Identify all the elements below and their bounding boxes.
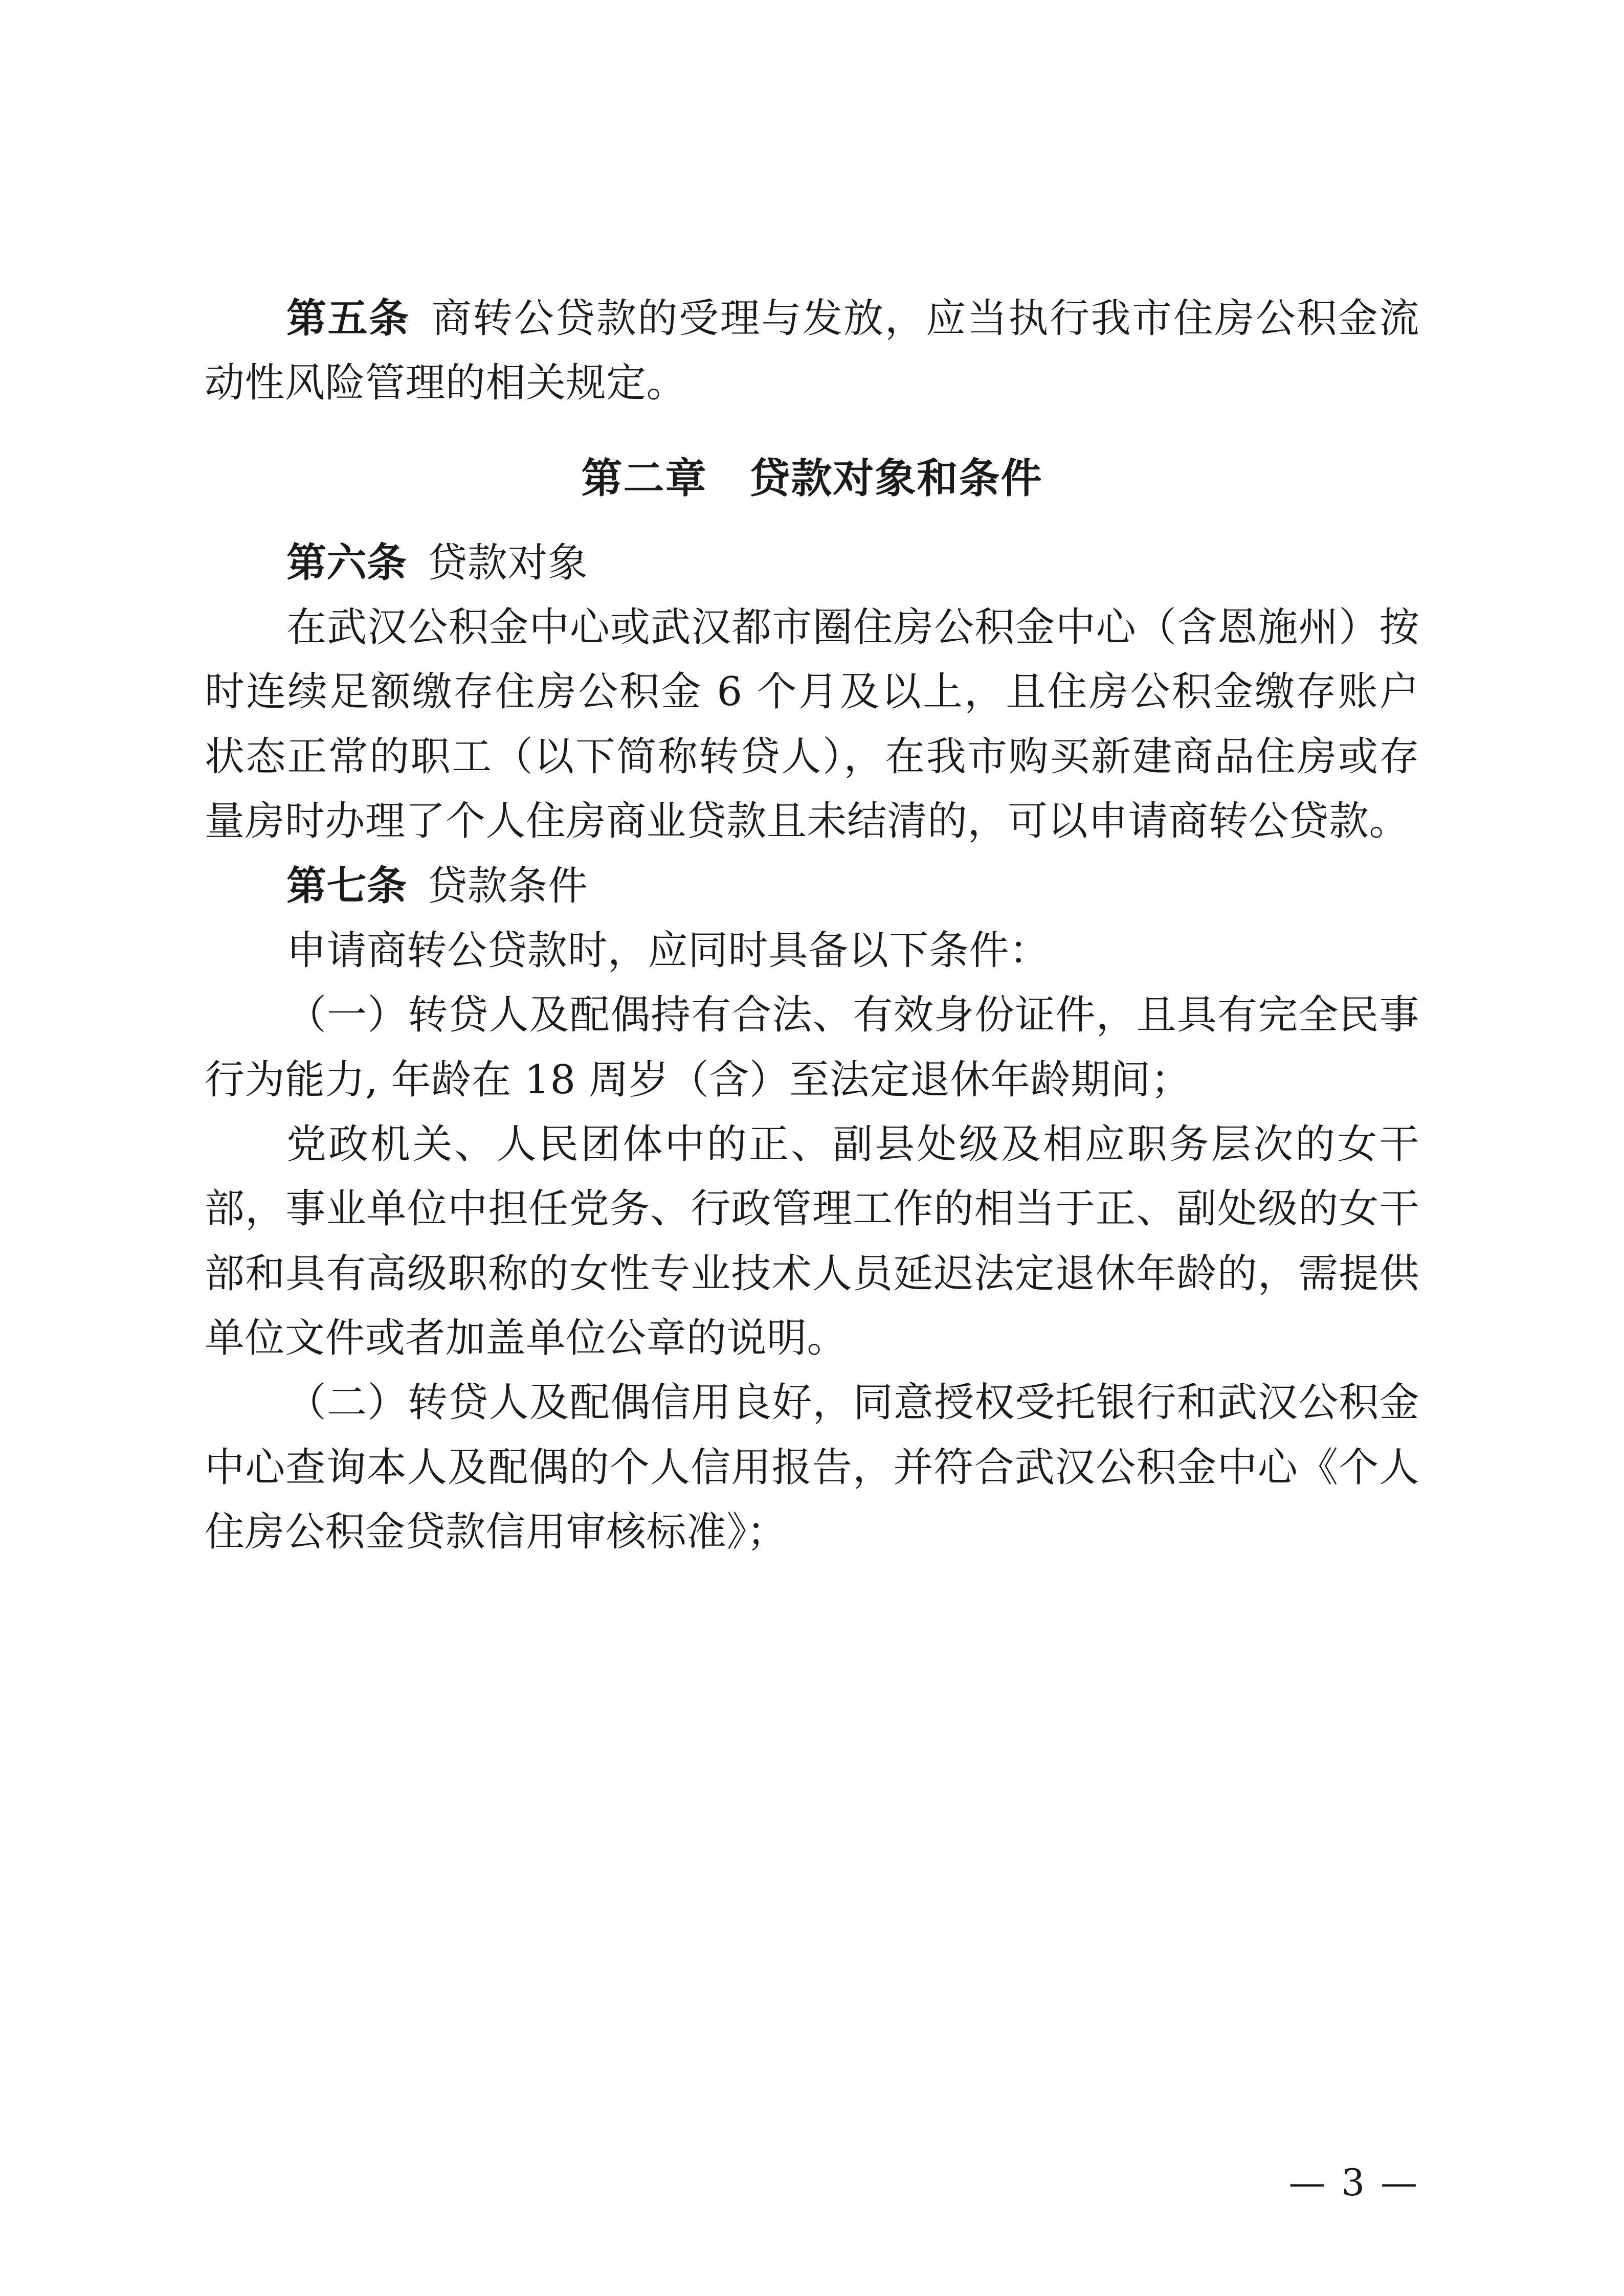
article-5-paragraph — [205, 286, 1419, 416]
chapter-2-title: 第二章 贷款对象和条件 — [581, 454, 1043, 502]
page-number: — 3 — — [1288, 2161, 1419, 2204]
article-5-heading: 第五条 — [286, 295, 410, 342]
article-6-heading: 第六条 — [286, 539, 407, 586]
article-6-paragraph — [205, 531, 1419, 595]
article-5-text: 商转公贷款的受理与发放，应当执行我市住房公积金流动性风险管理的相关规定。 — [205, 296, 1419, 407]
article-7-body: 申请商转公贷款时，应同时具备以下条件： — [286, 927, 1050, 974]
article-6-body: 在武汉公积金中心或武汉都市圈住房公积金中心（含恩施州）按时连续足额缴存住房公积金 6 个月及以上，且住房公积金缴存账户状态正常的职工（以下简称转贷人），在我市购买新建商品住房或存量房时办理了个人住房商业贷款且未结清的，可以申请商转公贷款。 — [205, 604, 1419, 845]
condition-item-1: （一）转贷人及配偶持有合法、有效身份证件，且具有完全民事行为能力, 年龄在 18 周岁（含）至法定退休年龄期间； — [205, 992, 1419, 1103]
article-6-text: 贷款对象 — [427, 539, 588, 586]
article-7-heading: 第七条 — [286, 862, 407, 909]
condition-item-1-extra: 党政机关、人民团体中的正、副县处级及相应职务层次的女干部，事业单位中担任党务、行政管理工作的相当于正、副处级的女干部和具有高级职称的女性专业技术人员延迟法定退休年龄的，需提供单位文件或者加盖单位公章的说明。 — [205, 1121, 1419, 1362]
article-7-text: 贷款条件 — [427, 863, 588, 909]
article-7-paragraph — [205, 854, 1419, 918]
condition-item-2: （二）转贷人及配偶信用良好，同意授权受托银行和武汉公积金中心查询本人及配偶的个人信用报告，并符合武汉公积金中心《个人住房公积金贷款信用审核标准》； — [205, 1380, 1419, 1556]
